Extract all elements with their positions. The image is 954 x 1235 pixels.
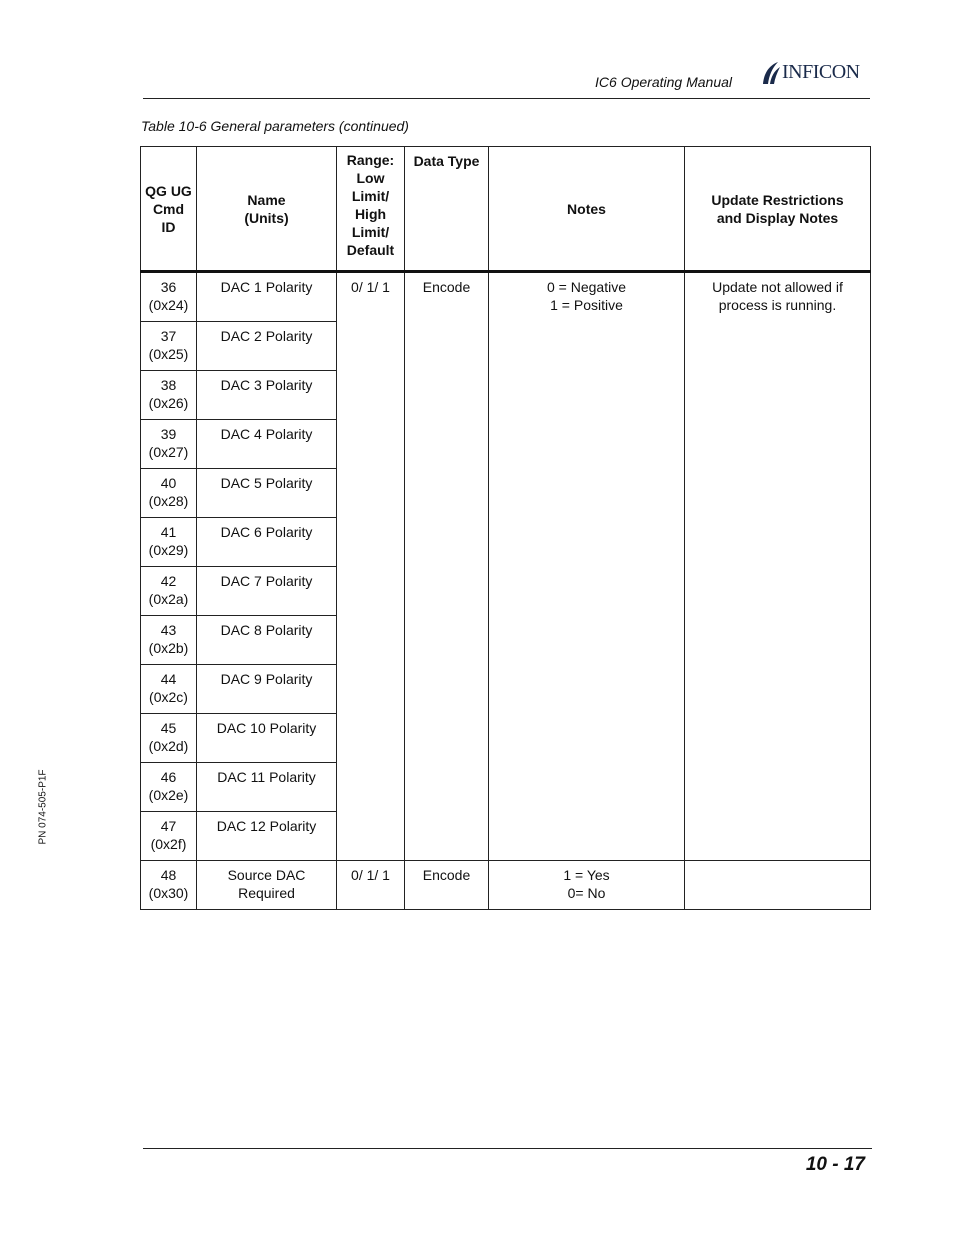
cmd-id-cell: 45 (0x2d) xyxy=(141,714,197,763)
cmd-id-cell: 47 (0x2f) xyxy=(141,812,197,861)
table-caption: Table 10-6 General parameters (continued) xyxy=(141,118,409,134)
cmd-id-cell: 41 (0x29) xyxy=(141,518,197,567)
inficon-swoosh-icon xyxy=(760,60,782,86)
header-notes: Notes xyxy=(489,147,685,272)
general-parameters-table xyxy=(140,146,871,910)
header-cmd-id: QG UG Cmd ID xyxy=(141,147,197,272)
page-number: 10 - 17 xyxy=(805,1154,865,1175)
range-cell: 0/ 1/ 1 xyxy=(337,861,405,910)
notes-cell: 1 = Yes 0= No xyxy=(489,861,685,910)
header-name: Name (Units) xyxy=(197,147,337,272)
cmd-id-cell: 42 (0x2a) xyxy=(141,567,197,616)
name-cell: DAC 10 Polarity xyxy=(197,714,337,763)
name-cell: Source DAC Required xyxy=(197,861,337,910)
header-range: Range: Low Limit/ High Limit/ Default xyxy=(337,147,405,272)
name-cell: DAC 12 Polarity xyxy=(197,812,337,861)
table-row xyxy=(141,861,871,910)
name-cell: DAC 9 Polarity xyxy=(197,665,337,714)
cmd-id-cell: 37 (0x25) xyxy=(141,322,197,371)
inficon-logo xyxy=(760,58,875,88)
name-cell: DAC 3 Polarity xyxy=(197,371,337,420)
table-row xyxy=(141,272,871,322)
header-data-type: Data Type xyxy=(405,147,489,272)
update-restrictions-cell xyxy=(685,861,871,910)
logo-wordmark: INFICON xyxy=(782,61,860,83)
header-rule xyxy=(143,98,870,99)
name-cell: DAC 4 Polarity xyxy=(197,420,337,469)
data-type-cell: Encode xyxy=(405,272,489,861)
cmd-id-cell: 39 (0x27) xyxy=(141,420,197,469)
range-cell: 0/ 1/ 1 xyxy=(337,272,405,861)
part-number: PN 074-505-P1F xyxy=(37,769,49,845)
footer-rule xyxy=(143,1148,872,1149)
cmd-id-cell: 44 (0x2c) xyxy=(141,665,197,714)
data-type-cell: Encode xyxy=(405,861,489,910)
name-cell: DAC 7 Polarity xyxy=(197,567,337,616)
cmd-id-cell: 40 (0x28) xyxy=(141,469,197,518)
name-cell: DAC 11 Polarity xyxy=(197,763,337,812)
cmd-id-cell: 46 (0x2e) xyxy=(141,763,197,812)
cmd-id-cell: 48 (0x30) xyxy=(141,861,197,910)
name-cell: DAC 5 Polarity xyxy=(197,469,337,518)
name-cell: DAC 2 Polarity xyxy=(197,322,337,371)
update-restrictions-cell: Update not allowed if process is running. xyxy=(685,272,871,861)
cmd-id-cell: 36 (0x24) xyxy=(141,272,197,322)
name-cell: DAC 6 Polarity xyxy=(197,518,337,567)
manual-title: IC6 Operating Manual xyxy=(595,74,732,90)
notes-cell: 0 = Negative 1 = Positive xyxy=(489,272,685,861)
cmd-id-cell: 43 (0x2b) xyxy=(141,616,197,665)
name-cell: DAC 8 Polarity xyxy=(197,616,337,665)
name-cell: DAC 1 Polarity xyxy=(197,272,337,322)
table-header-row xyxy=(141,147,871,272)
header-update-restrictions: Update Restrictions and Display Notes xyxy=(685,147,871,272)
cmd-id-cell: 38 (0x26) xyxy=(141,371,197,420)
